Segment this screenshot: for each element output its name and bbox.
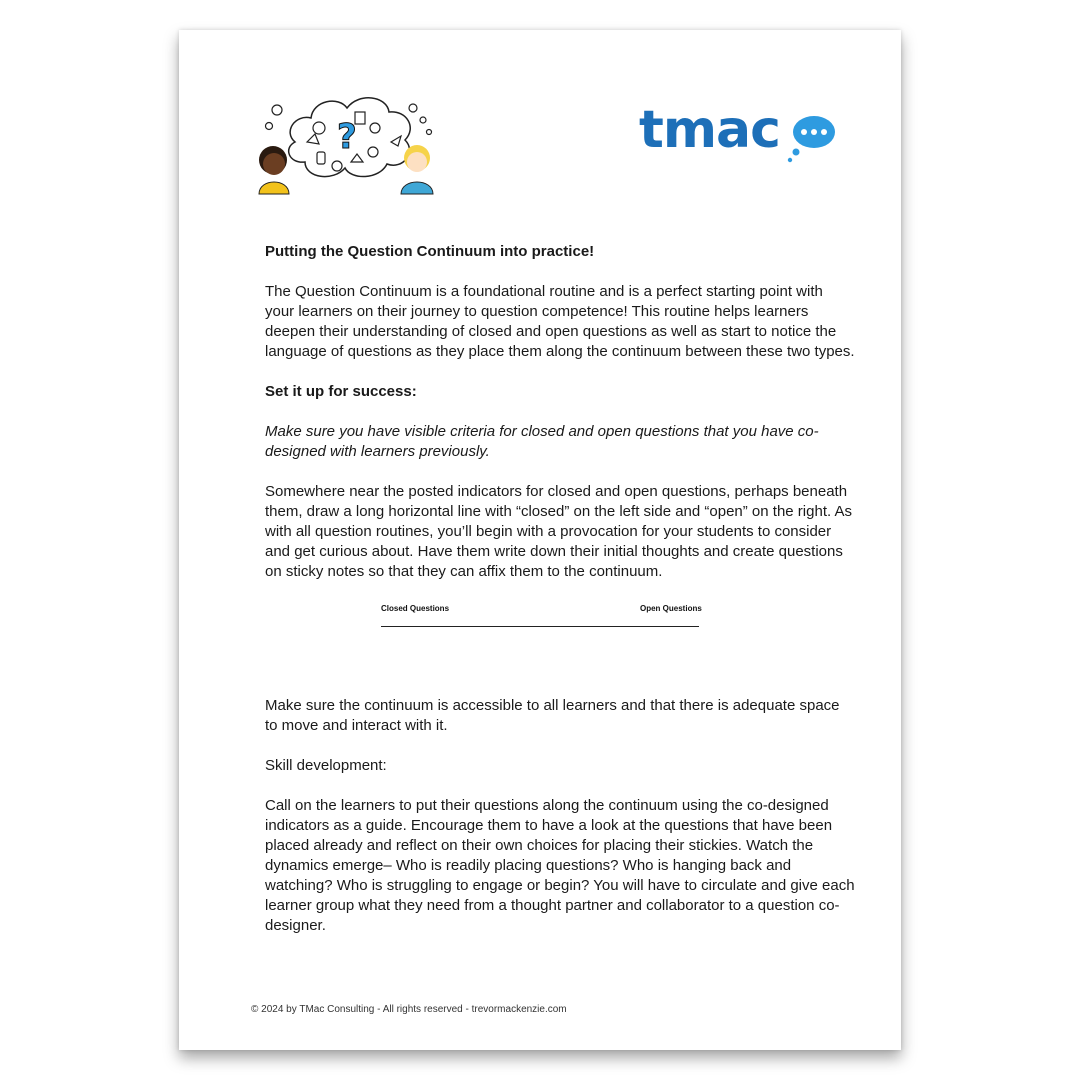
question-continuum-diagram xyxy=(265,596,855,676)
page-title: Putting the Question Continuum into practice! xyxy=(265,243,595,260)
intro-paragraph: The Question Continuum is a foundational routine and is a perfect starting point with your learners on their journey to question competence! This routine helps learners deepen their understanding of closed and open questions as well as start to notice the language of questions as they place them along the continuum between these two types. xyxy=(265,283,855,360)
continuum-open-label: Open Questions xyxy=(640,604,702,613)
tmac-logo xyxy=(639,100,839,168)
setup-italic-note: Make sure you have visible criteria for closed and open questions that you have co-designed with learners previously. xyxy=(265,423,819,460)
skill-paragraph: Call on the learners to put their questions along the continuum using the co-designed indicators as a guide. Encourage them to have a look at the questions that have been placed already and reflect on their own choices for placing their stickies. Watch the dynamics emerge– Who is readily placing questions? Who is hanging back and watching? Who is struggling to engage or begin? You will have to circulate and give each learner group what they need from a thought partner and collaborator to a question co-designer. xyxy=(265,797,855,934)
document-body xyxy=(265,242,855,956)
document-page xyxy=(179,30,901,1050)
logo-text: tmac xyxy=(639,100,780,160)
svg-text:?: ? xyxy=(337,117,357,157)
thinking-kids-illustration xyxy=(255,82,435,197)
setup-paragraph: Somewhere near the posted indicators for closed and open questions, perhaps beneath them, draw a long horizontal line with “closed” on the left side and “open” on the right. As with all question routines, you’ll begin with a provocation for your students to consider and get curious about. Have them write down their initial thoughts and create questions on sticky notes so that they can affix them to the continuum. xyxy=(265,483,852,580)
access-paragraph: Make sure the continuum is accessible to all learners and that there is adequate space to move and interact with it. xyxy=(265,697,840,734)
continuum-closed-label: Closed Questions xyxy=(381,604,450,613)
continuum-line xyxy=(381,626,699,627)
setup-heading: Set it up for success: xyxy=(265,383,417,400)
skill-heading: Skill development: xyxy=(265,757,387,774)
footer-copyright: © 2024 by TMac Consulting - All rights reserved - trevormackenzie.com xyxy=(251,1004,567,1015)
speech-bubble-icon xyxy=(784,112,840,168)
